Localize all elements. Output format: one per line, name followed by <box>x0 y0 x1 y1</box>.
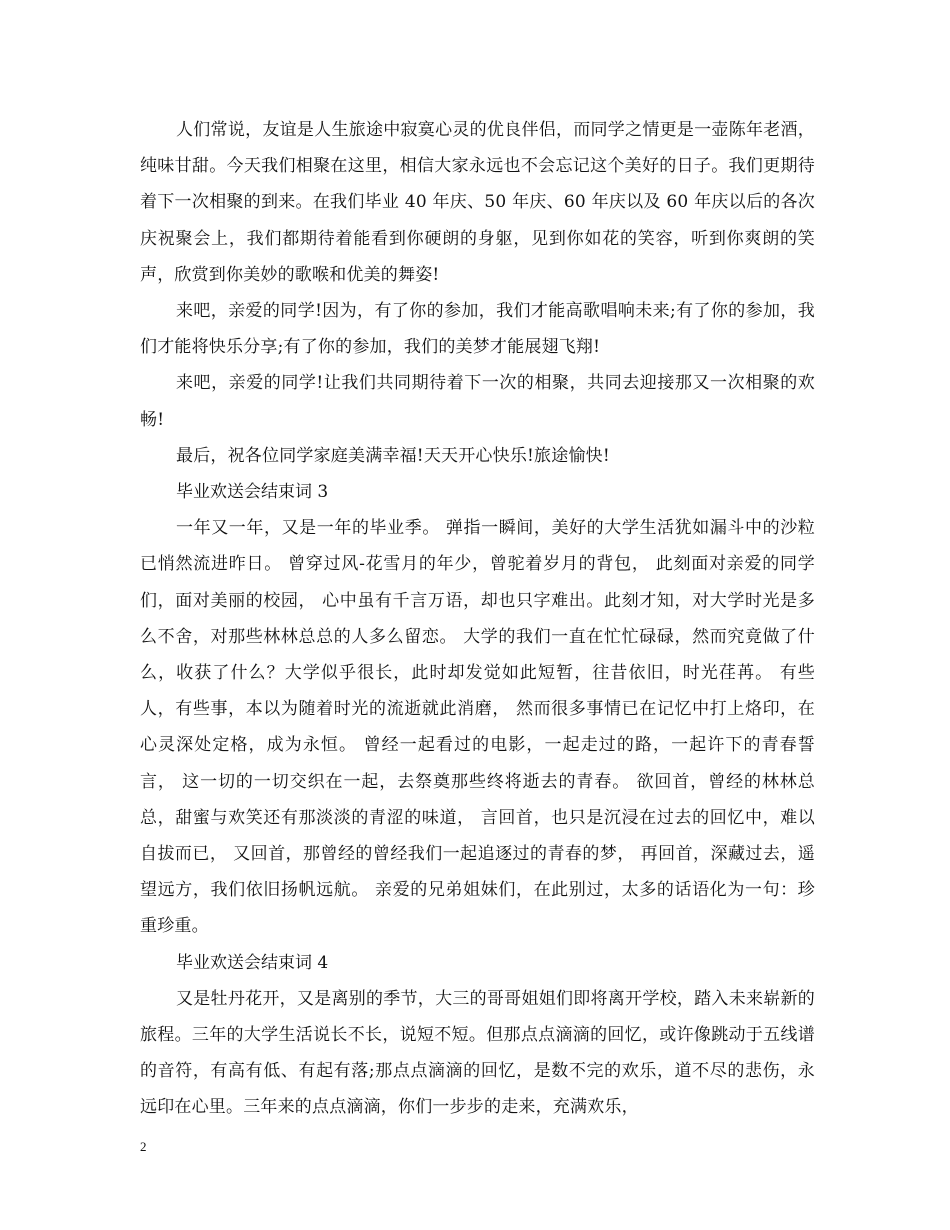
section-heading-4: 毕业欢送会结束词 4 <box>176 952 329 973</box>
paragraph-graduation-season: 一年又一年，又是一年的毕业季。 弹指一瞬间，美好的大学生活犹如漏斗中的沙粒已悄然流进昨日。 曾穿过风-花雪月的年少，曾驼着岁月的背包， 此刻面对亲爱的同学们，面对美丽的校园， 心中虽有千言万语，却也只字难出。此刻才知，对大学时光是多么不舍，对那些林林总总的人多么留恋。 大学的我们一直在忙忙碌碌，然而究竟做了什么，收获了什么？大学似乎很长，此时却发觉如此短暂，往昔依旧，时光荏苒。 有些人，有些事，本以为随着时光的流逝就此消磨， 然而很多事情已在记忆中打上烙印，在心灵深处定格，成为永恒。 曾经一起看过的电影，一起走过的路，一起许下的青春誓言， 这一切的一切交织在一起，去祭奠那些终将逝去的青春。 欲回首，曾经的林林总总，甜蜜与欢笑还有那淡淡的青涩的味道， 言回首，也只是沉浸在过去的回忆中，难以自拔而已， 又回首，那曾经的曾经我们一起追逐过的青春的梦， 再回首，深藏过去，遥望远方，我们依旧扬帆远航。 亲爱的兄弟姐妹们，在此别过，太多的话语化为一句：珍重珍重。 <box>140 518 815 937</box>
paragraph-peony-season: 又是牡丹花开，又是离别的季节，大三的哥哥姐姐们即将离开学校，踏入未来崭新的旅程。三年的大学生活说长不长，说短不短。但那点点滴滴的回忆，或许像跳动于五线谱的音符，有高有低、有起有落;那点点滴滴的回忆，是数不完的欢乐，道不尽的悲伤，永远印在心里。三年来的点点滴滴，你们一步步的走来，充满欢乐， <box>140 988 815 1118</box>
document-body <box>140 112 815 1126</box>
page-number: 2 <box>140 1139 147 1154</box>
section-heading-3: 毕业欢送会结束词 3 <box>176 482 329 503</box>
paragraph-best-wishes: 最后，祝各位同学家庭美满幸福!天天开心快乐!旅途愉快! <box>176 445 610 466</box>
paragraph-reunion: 来吧，亲爱的同学!让我们共同期待着下一次的相聚，共同去迎接那又一次相聚的欢畅! <box>140 373 815 430</box>
paragraph-come-join: 来吧，亲爱的同学!因为，有了你的参加，我们才能高歌唱响未来;有了你的参加，我们才能将快乐分享;有了你的参加，我们的美梦才能展翅飞翔! <box>140 301 815 358</box>
paragraph-friendship: 人们常说，友谊是人生旅途中寂寞心灵的优良伴侣，而同学之情更是一壶陈年老酒，纯味甘甜。今天我们相聚在这里，相信大家永远也不会忘记这个美好的日子。我们更期待着下一次相聚的到来。在我们毕业 40 年庆、50 年庆、60 年庆以及 60 年庆以后的各次庆祝聚会上，我们都期待着能看到你硬朗的身躯，见到你如花的笑容，听到你爽朗的笑声，欣赏到你美妙的歌喉和优美的舞姿! <box>140 120 815 285</box>
